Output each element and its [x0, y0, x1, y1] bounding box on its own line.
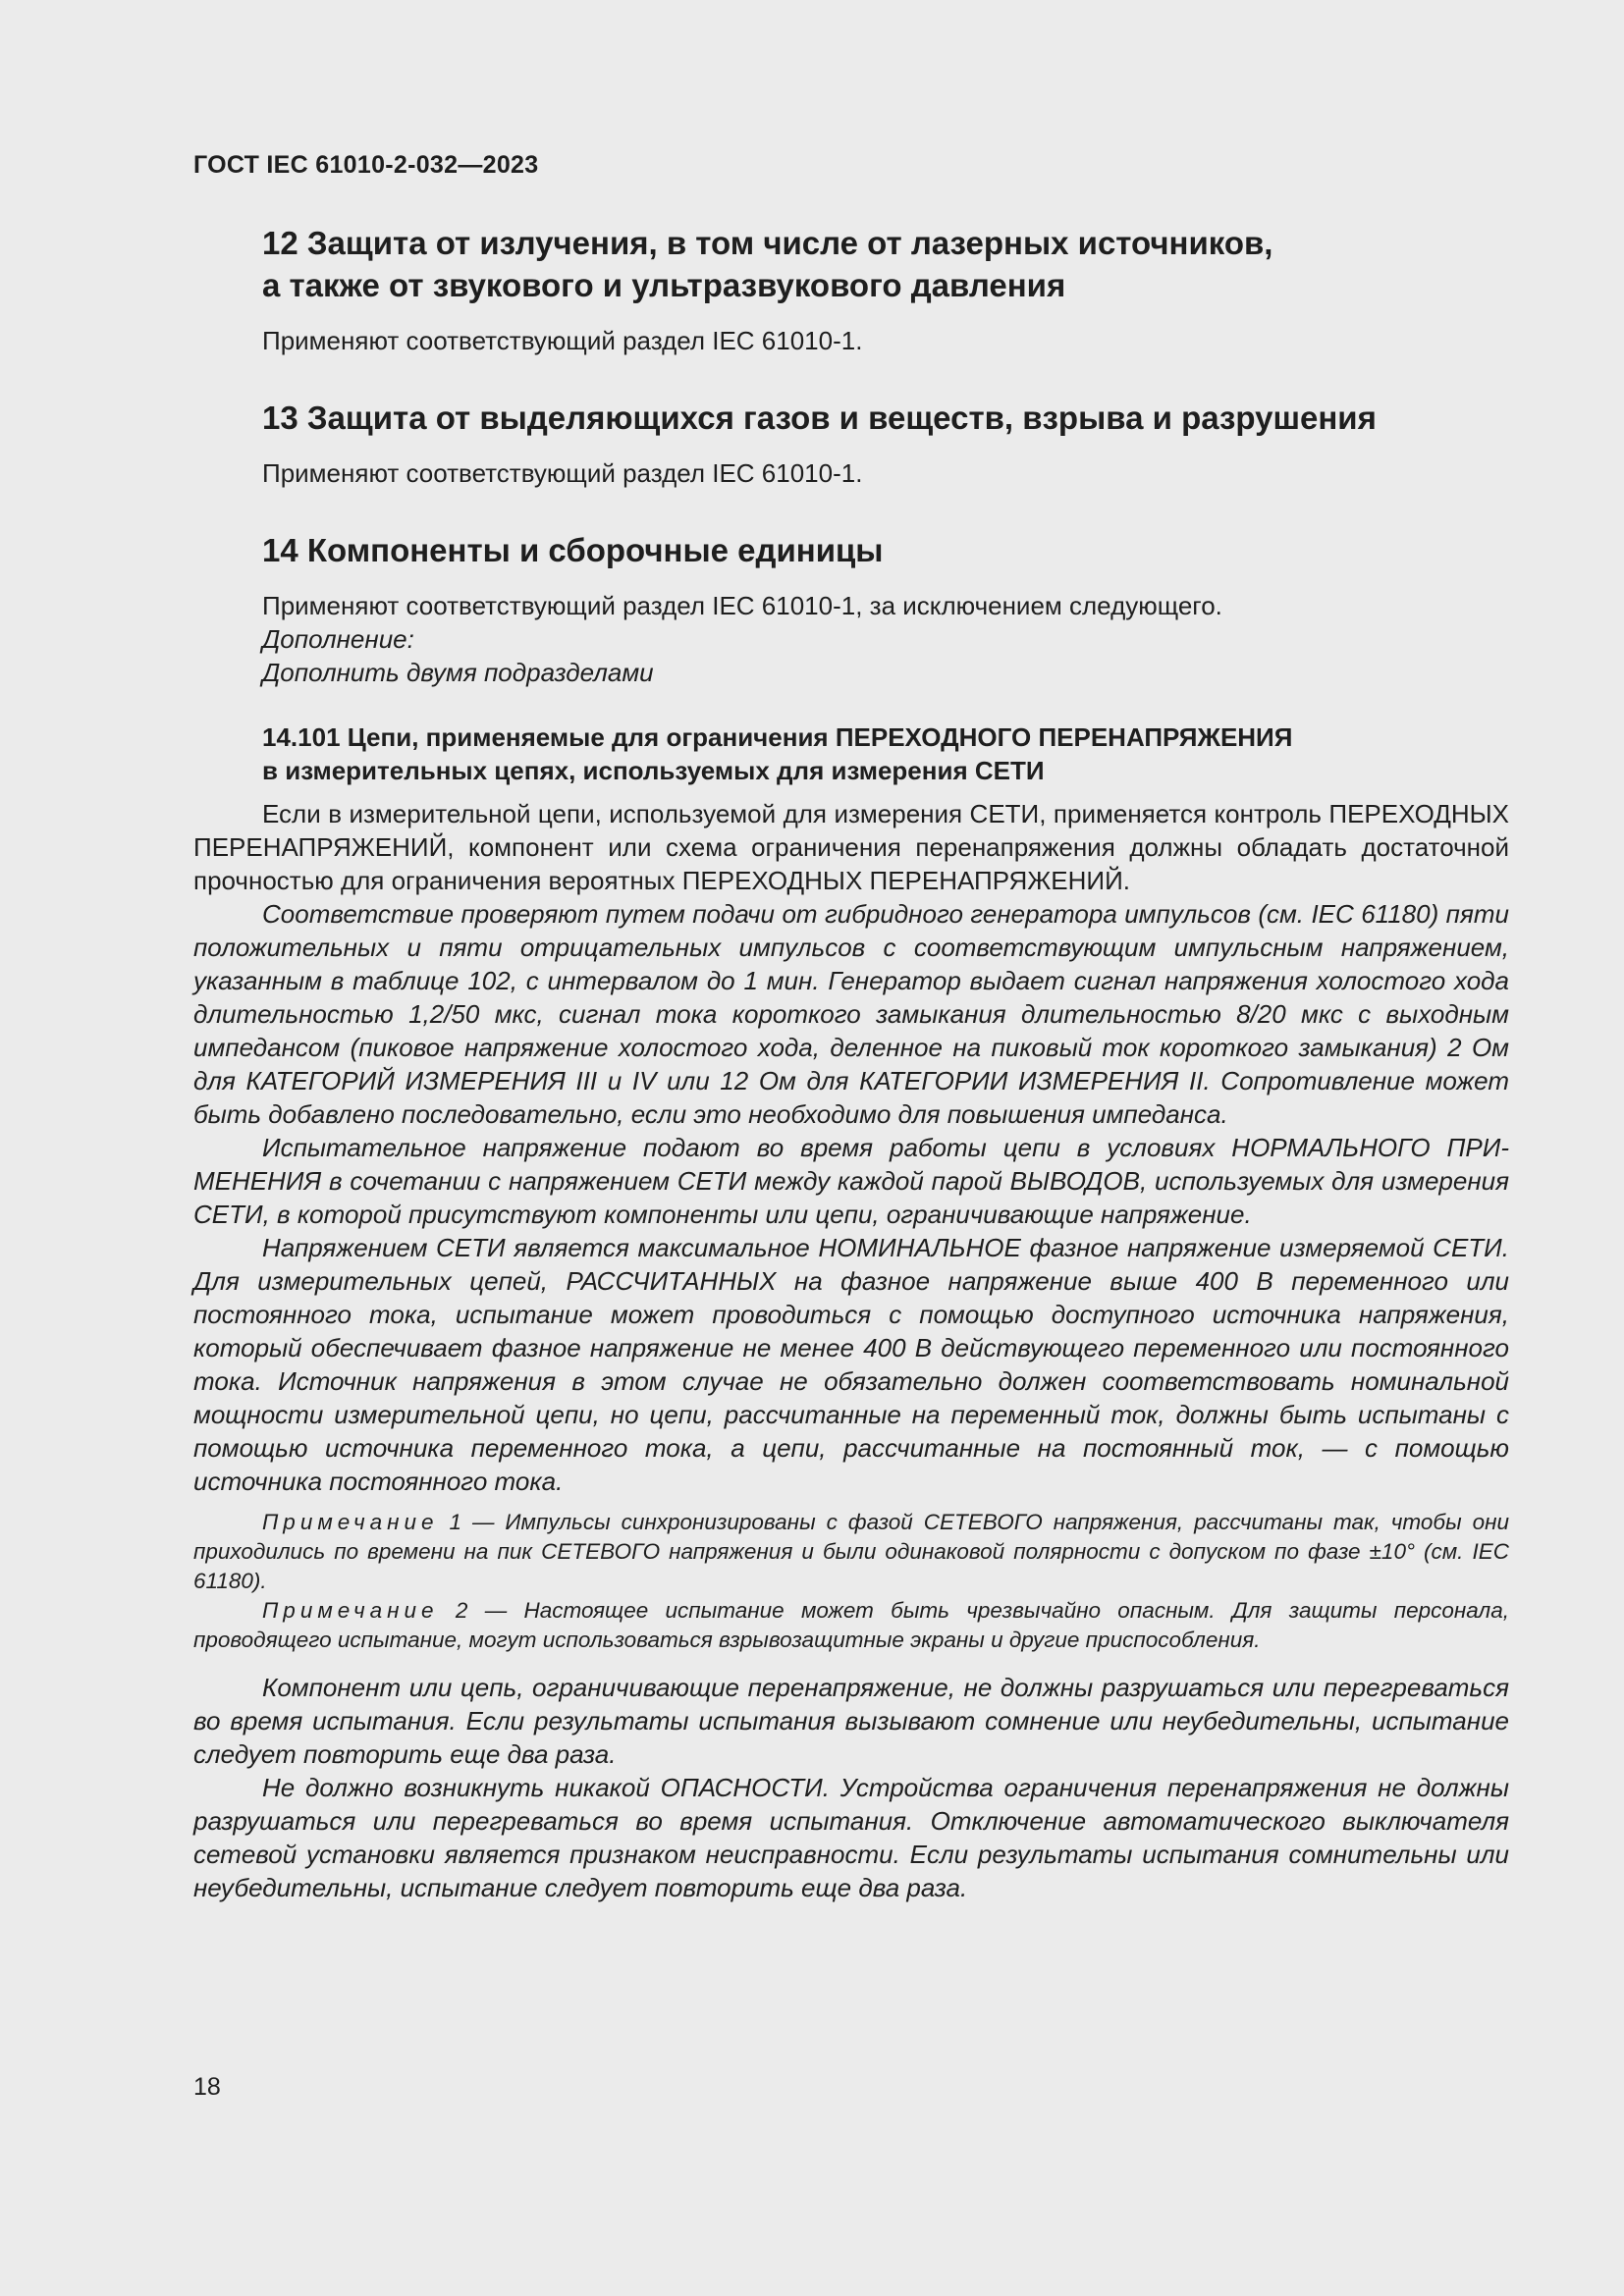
- note-1-text: 1 — Импульсы синхронизированы с фазой СЕТЕВОГО напряжения, рассчитаны так, чтобы они приходились по времени на пик СЕТЕВОГО напряжения и были одинаковой полярности с допуском по фазе ±10° (см. IEC 61180).: [193, 1510, 1509, 1593]
- subsection-14-101-heading-line-2: в измерительных цепях, используемых для измерения СЕТИ: [262, 756, 1045, 785]
- note-2: [193, 1596, 1509, 1655]
- section-12-heading: [262, 222, 1509, 306]
- section-12-heading-line-1: 12 Защита от излучения, в том числе от лазерных источников,: [262, 225, 1273, 261]
- section-14-text: Применяют соответствующий раздел IEC 61010-1, за исключением следующего.: [262, 591, 1222, 620]
- note-2-label: Примечание: [262, 1598, 439, 1623]
- paragraph-transient-control: Если в измерительной цепи, используемой для измерения СЕТИ, применяется контроль ПЕРЕХОДНЫХ ПЕРЕНАПРЯЖЕНИЙ, компонент или схема ограничения перенапряжения должны обладать достаточной прочностью для ограничения вероятных ПЕРЕХОДНЫХ ПЕРЕНАПРЯЖЕНИЙ.: [193, 799, 1509, 895]
- paragraph-mains-voltage: Напряжением СЕТИ является максимальное НОМИНАЛЬНОЕ фазное напряжение измеряемой СЕТИ. Для измерительных цепей, РАССЧИТАННЫХ на фазное напряжение выше 400 В переменного или постоянного тока, испытание может проводиться с помощью доступного источника напряжения, который обеспечивает фазное напряжение не менее 400 В действующего переменного или постоянного тока. Источник напряжения в этом случае не обязательно должен соответствовать номинальной мощности измерительной цепи, но цепи, рассчитанные на переменный ток, должны быть испытаны с помощью источника переменного тока, а цепи, рассчитанные на постоянный ток, — с помощью источника постоянного тока.: [193, 1233, 1509, 1496]
- note-1: [193, 1508, 1509, 1596]
- paragraph-no-hazard: Не должно возникнуть никакой ОПАСНОСТИ. Устройства ограничения перенапряжения не должны разрушаться или перегреваться во время испытания. Отключение автоматического выключателя сетевой установки является признаком неисправности. Если результаты испытания сомнительны или неубедительны, испытание следует повторить еще два раза.: [193, 1773, 1509, 1902]
- note-1-label: Примечание: [262, 1510, 439, 1534]
- subsection-14-101-heading: [262, 721, 1509, 787]
- paragraph-test-voltage: Испытательное напряжение подают во время работы цепи в условиях НОРМАЛЬНОГО ПРИМЕНЕНИЯ в сочетании с напряжением СЕТИ между каждой парой ВЫВОДОВ, используемых для измерения СЕТИ, в которой присутствуют компоненты или цепи, ограничивающие напряжение.: [193, 1133, 1509, 1229]
- subsection-14-101-heading-line-1: 14.101 Цепи, применяемые для ограничения ПЕРЕХОДНОГО ПЕРЕНАПРЯЖЕНИЯ: [262, 722, 1293, 752]
- paragraph-compliance-check: Соответствие проверяют путем подачи от гибридного генератора импульсов (см. IEC 61180) пяти положительных и пяти отрицательных импульсов с соответствующим импульсным напряжением, указанным в таблице 102, с интервалом до 1 мин. Генератор выдает сигнал напряжения холостого хода длительностью 1,2/50 мкс, сигнал тока короткого замыкания длительностью 8/20 мкс с выходным импедансом (пиковое напряжение холостого хода, деленное на пиковый ток короткого замыкания) 2 Ом для КАТЕГОРИЙ ИЗМЕРЕНИЯ III и IV или 12 Ом для КАТЕГОРИИ ИЗМЕРЕНИЯ II. Сопротивление может быть добавлено последовательно, если это необходимо для повышения импеданса.: [193, 899, 1509, 1129]
- paragraph-component-survival: Компонент или цепь, ограничивающие перенапряжение, не должны разрушаться или перегреваться во время испытания. Если результаты испытания вызывают сомнение или неубедительны, испытание следует повторить еще два раза.: [193, 1673, 1509, 1769]
- section-13-text: Применяют соответствующий раздел IEC 61010-1.: [262, 458, 863, 488]
- section-14-heading: 14 Компоненты и сборочные единицы: [262, 532, 884, 568]
- section-12-heading-line-2: а также от звукового и ультразвукового давления: [262, 267, 1066, 303]
- section-13-heading: 13 Защита от выделяющихся газов и веществ, взрыва и разрушения: [262, 400, 1377, 436]
- section-14-text-block: [262, 589, 1509, 689]
- section-12-text: Применяют соответствующий раздел IEC 61010-1.: [262, 326, 863, 355]
- page-number: 18: [193, 2073, 221, 2101]
- section-14-addition-text: Дополнить двумя подразделами: [262, 658, 654, 687]
- document-body: [193, 222, 1509, 1904]
- section-14-addition-label: Дополнение:: [262, 624, 414, 654]
- document-code-header: ГОСТ IEC 61010-2-032—2023: [193, 151, 539, 179]
- note-2-text: 2 — Настоящее испытание может быть чрезвычайно опасным. Для защиты персонала, проводящего испытание, могут использоваться взрывозащитные экраны и другие приспособления.: [193, 1598, 1509, 1652]
